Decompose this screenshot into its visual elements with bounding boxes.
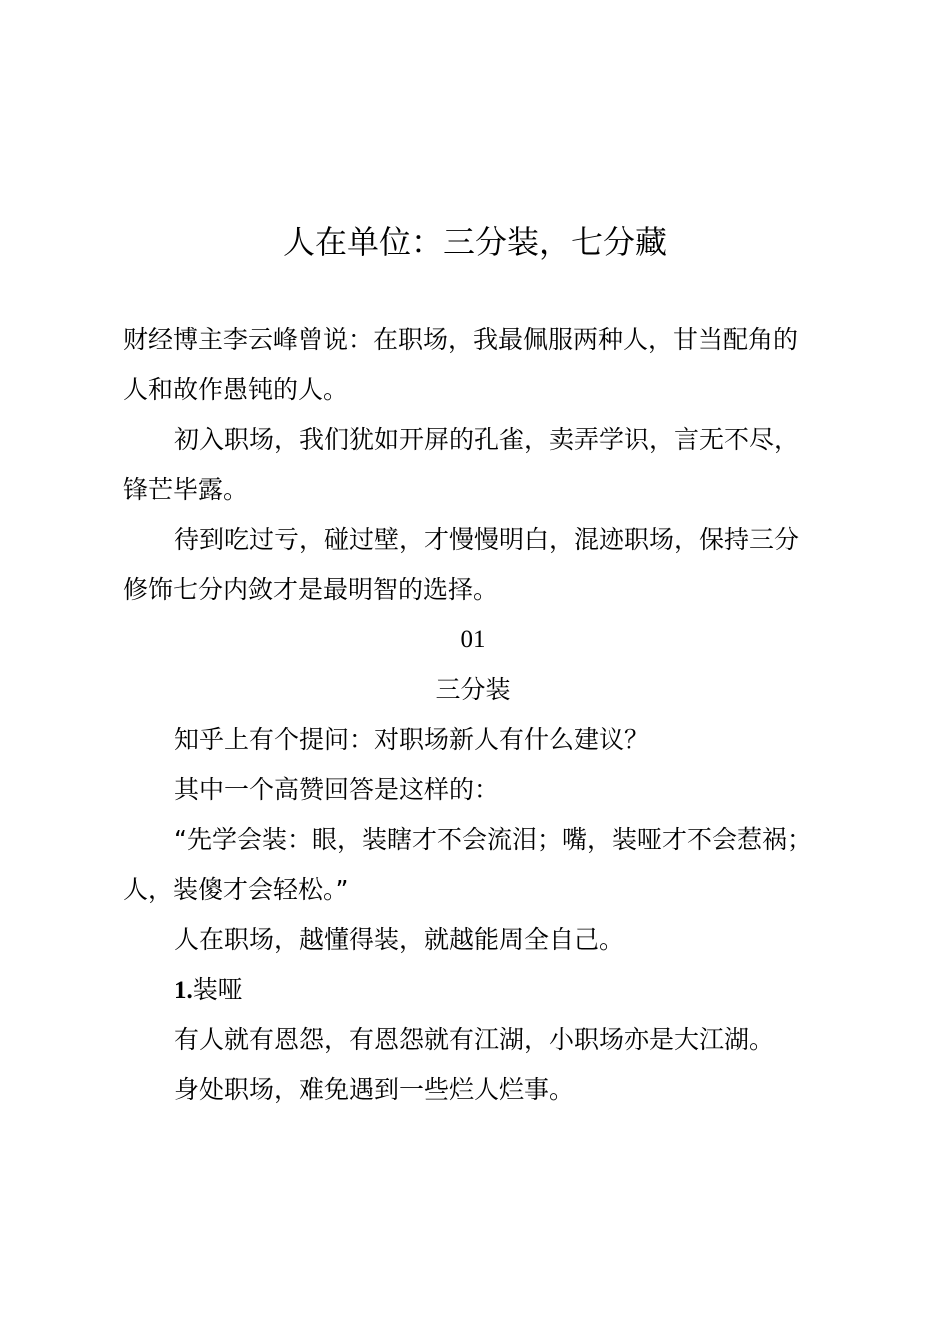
subsection-number: 1. [174,977,193,1004]
paragraph-line: 人和故作愚钝的人。 [123,375,349,404]
document-title: 人在单位：三分装，七分藏 [282,223,667,261]
paragraph-line: 人，装傻才会轻松。” [123,875,349,904]
section-number: 01 [460,626,486,653]
subsection-title: 装哑 [192,975,243,1004]
paragraph-line: 人在职场，越懂得装，就越能周全自己。 [174,925,625,954]
paragraph-line: 修饰七分内敛才是最明智的选择。 [123,575,499,604]
paragraph-line: 初入职场，我们犹如开屏的孔雀，卖弄学识，言无不尽， [174,425,800,454]
paragraph-line: 锋芒毕露。 [123,475,249,504]
paragraph-line: 有人就有恩怨，有恩怨就有江湖，小职场亦是大江湖。 [174,1025,775,1054]
paragraph-line: 其中一个高赞回答是这样的： [174,775,500,804]
document-body [123,315,823,1115]
paragraph-line: 知乎上有个提问：对职场新人有什么建议？ [174,725,650,754]
paragraph-line: “先学会装：眼，装瞎才不会流泪；嘴，装哑才不会惹祸； [174,825,812,854]
paragraph-line: 身处职场，难免遇到一些烂人烂事。 [174,1075,575,1104]
paragraph-line: 财经博主李云峰曾说：在职场，我最佩服两种人，甘当配角的 [123,325,799,354]
paragraph-line: 待到吃过亏，碰过壁，才慢慢明白，混迹职场，保持三分 [174,525,800,554]
section-heading: 三分装 [435,675,511,704]
subsection-heading [123,965,823,1015]
